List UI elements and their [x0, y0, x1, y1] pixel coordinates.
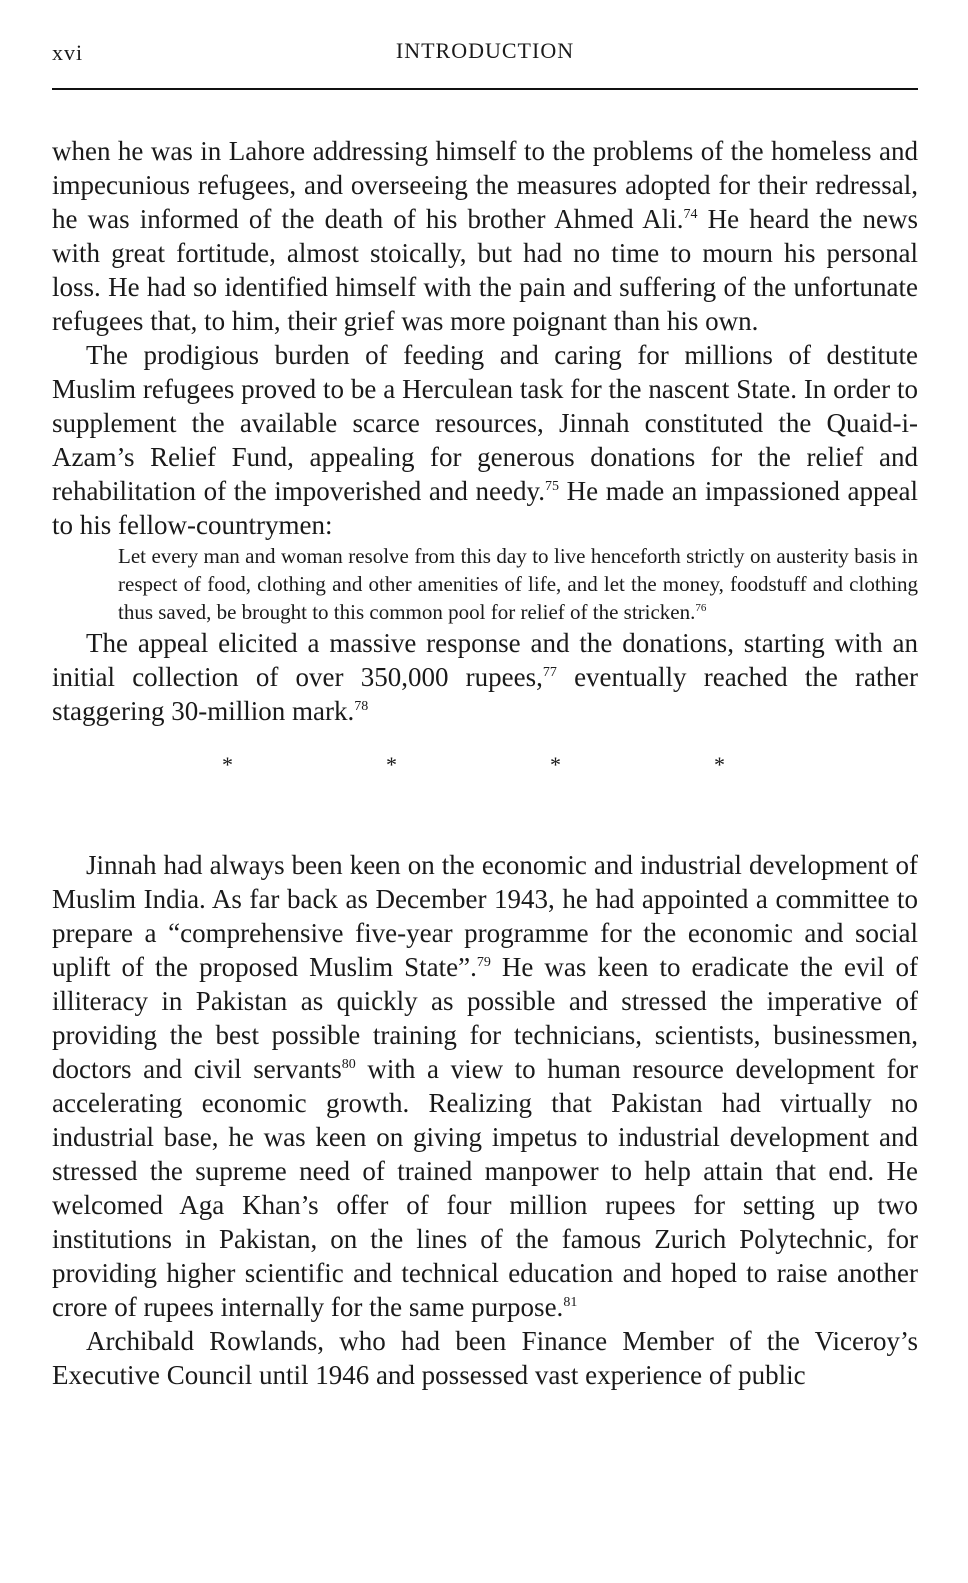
paragraph-4-text-c: with a view to human resource development for accelerating economic growth. Realizing that Pakistan had virtually no industrial base, he was keen on giving impetus to industrial development and stressed the supreme need of trained manpower to help attain that end. He welcomed Aga Khan’s offer of four million rupees for setting up two institutions in Pakistan, on the lines of the famous Zurich Polytechnic, for providing higher scientific and technical education and hoped to raise another crore of rupees internally for the same purpose.: [52, 1054, 918, 1322]
footnote-ref-75: 75: [544, 479, 559, 494]
body-text: [52, 134, 918, 1392]
running-title: INTRODUCTION: [395, 38, 575, 63]
page-number: xvi: [52, 40, 84, 65]
separator-asterisk: *: [550, 752, 561, 777]
paragraph-5: [52, 1324, 918, 1392]
paragraph-3: [52, 626, 918, 728]
paragraph-2: [52, 338, 918, 542]
section-separator: [52, 728, 918, 848]
page-header: [52, 34, 918, 70]
paragraph-2-text-b: He made an impassioned appeal to his fellow-countrymen:: [52, 476, 918, 540]
paragraph-4-text-b: He was keen to eradicate the evil of illiteracy in Pakistan as quickly as possible and stressed the imperative of providing the best possible training for technicians, scientists, businessmen, doctors and civil servants: [52, 952, 918, 1084]
separator-asterisk: *: [714, 752, 725, 777]
footnote-ref-79: 79: [476, 955, 491, 970]
paragraph-3-text-b: eventually reached the rather staggering 30-million mark.: [52, 662, 918, 726]
footnote-ref-77: 77: [542, 665, 557, 680]
footnote-ref-74: 74: [683, 207, 698, 222]
block-quote: [52, 542, 918, 626]
paragraph-1-text-a: when he was in Lahore addressing himself to the problems of the homeless and impecunious refugees, and overseeing the measures adopted for their redressal, he was informed of the death of his brother Ahmed Ali.: [52, 136, 918, 234]
header-rule: [52, 88, 918, 90]
footnote-ref-76: 76: [695, 602, 707, 614]
footnote-ref-81: 81: [563, 1295, 578, 1310]
paragraph-1-text-b: He heard the news with great fortitude, almost stoically, but had no time to mourn his personal loss. He had so identified himself with the pain and suffering of the unfortunate refugees that, to him, their grief was more poignant than his own.: [52, 204, 918, 336]
separator-asterisk: *: [222, 752, 233, 777]
footnote-ref-78: 78: [354, 699, 369, 714]
paragraph-4: [52, 848, 918, 1324]
separator-asterisk: *: [386, 752, 397, 777]
paragraph-2-text-a: The prodigious burden of feeding and caring for millions of destitute Muslim refugees proved to be a Herculean task for the nascent State. In order to supplement the available scarce resources, Jinnah constituted the Quaid-i-Azam’s Relief Fund, appealing for generous donations for the relief and rehabilitation of the impoverished and needy.: [52, 340, 918, 506]
footnote-ref-80: 80: [341, 1057, 356, 1072]
paragraph-1: [52, 134, 918, 338]
paragraph-3-text-a: The appeal elicited a massive response and the donations, starting with an initial collection of over 350,000 rupees,: [52, 628, 918, 692]
block-quote-text: Let every man and woman resolve from this day to live henceforth strictly on austerity basis in respect of food, clothing and other amenities of life, and let the money, foodstuff and clothing thus saved, be brought to this common pool for relief of the stricken.: [118, 544, 918, 624]
paragraph-5-text-a: Archibald Rowlands, who had been Finance Member of the Viceroy’s Executive Council until 1946 and possessed vast experience of public: [52, 1326, 918, 1390]
paragraph-4-text-a: Jinnah had always been keen on the economic and industrial development of Muslim India. As far back as December 1943, he had appointed a committee to prepare a “comprehensive five-year programme for the economic and social uplift of the proposed Muslim State”.: [52, 850, 918, 982]
